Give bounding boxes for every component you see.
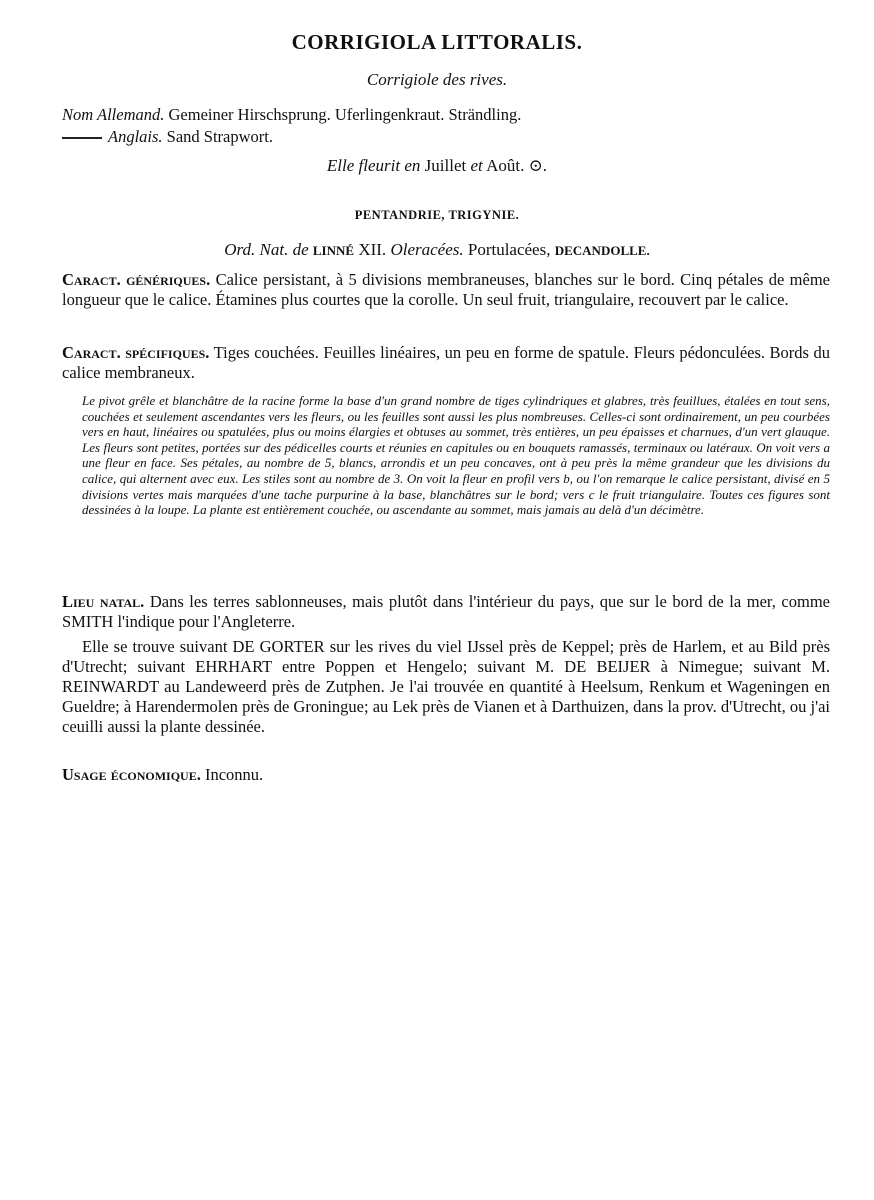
- generic-characters: [62, 270, 830, 310]
- ditto-dash: [62, 137, 102, 139]
- linnaean-class: PENTANDRIE, TRIGYNIE.: [354, 208, 520, 222]
- generic-characters-text: Calice persistant, à 5 divisions membraneuses, blanches sur le bord. Cinq pétales de même longueur que le calice. Étamines plus courtes que la corolle. Un seul fruit, triangulaire, recouvert par le calice.: [62, 270, 831, 309]
- flowering-month1: Juillet: [424, 156, 467, 175]
- ord-nat-family: Oleracées.: [390, 240, 464, 259]
- german-label: Nom Allemand.: [62, 105, 165, 124]
- german-names-line: [62, 104, 521, 126]
- ord-nat-prefix: Ord. Nat. de: [224, 240, 309, 259]
- annual-symbol: ⊙.: [528, 156, 548, 175]
- specific-characters-heading: Caract. spécifiques.: [62, 343, 210, 362]
- generic-characters-heading: Caract. génériques.: [62, 270, 211, 289]
- specific-characters: [62, 343, 830, 383]
- english-names: Sand Strapwort.: [166, 127, 273, 146]
- ord-nat-number: XII.: [358, 240, 387, 259]
- common-names: [62, 104, 521, 148]
- natural-order-line: [0, 240, 874, 260]
- german-names: Gemeiner Hirschsprung. Uferlingenkraut. Strändling.: [168, 105, 522, 124]
- linne-name: LINNÉ: [312, 243, 355, 258]
- page-title: CORRIGIOLA LITTORALIS.: [291, 30, 583, 54]
- flowering-conj: et: [470, 156, 483, 175]
- flowering-line: [0, 156, 874, 176]
- native-habitat: [62, 592, 830, 632]
- economic-usage: [62, 765, 830, 785]
- plant-description: Le pivot grêle et blanchâtre de la racine forme la base d'un grand nombre de tiges cylindriques et glabres, très feuillues, étalées en tout sens, couchées et seulement ascendantes vers les fleurs, ou les feuilles sont aussi les plus nombreuses. Celles-ci sont ordinairement, un peu courbées vers en haut, linéaires ou spatulées, plus ou moins élargies et obtuses au sommet, très entières, un peu épaisses et charnues, d'un vert glauque. Les fleurs sont petites, portées sur des pédicelles courts et réunies en capitules ou en bouquets ramassés, terminaux ou latéraux. On voit vers a une fleur en face. Ses pétales, au nombre de 5, blancs, arrondis et un peu concaves, ont à peu près la même grandeur que les divisions du calice, qui alternent avec eux. Les stiles sont au nombre de 3. On voit la fleur en profil vers b, ou l'on remarque le calice persistant, divisé en 5 divisions vertes mais marquées d'une tache purpurine à la base, blanchâtres sur le bord; vers c le fruit triangulaire. Toutes ces figures sont dessinées à la loupe. La plante est entièrement couchée, ou ascendante au sommet, mais jamais au delà d'un décimètre.: [82, 393, 830, 518]
- native-habitat-heading: Lieu natal.: [62, 592, 145, 611]
- economic-usage-text: Inconnu.: [204, 765, 264, 784]
- ord-nat-alt: Portulacées,: [467, 240, 551, 259]
- flowering-prefix: Elle fleurit en: [326, 156, 421, 175]
- native-habitat-text: Dans les terres sablonneuses, mais plutôt dans l'intérieur du pays, que sur le bord de la mer, comme SMITH l'indique pour l'Angleterre.: [62, 592, 830, 631]
- flowering-month2: Août.: [486, 156, 525, 175]
- english-names-line: [62, 126, 521, 148]
- specific-characters-text: Tiges couchées. Feuilles linéaires, un peu en forme de spatule. Fleurs pédonculées. Bords du calice membraneux.: [62, 343, 830, 382]
- economic-usage-heading: Usage économique.: [62, 765, 201, 784]
- localities-paragraph: Elle se trouve suivant DE GORTER sur les rives du viel IJssel près de Keppel; près de Harlem, et au Bild près d'Utrecht; suivant EHRHART entre Poppen et Hengelo; suivant M. DE BEIJER à Nimegue; suivant M. REINWARDT au Landeweerd près de Zutphen. Je l'ai trouvée en quantité à Heelsum, Renkum et Wageningen en Gueldre; à Harendermolen près de Groningue; au Lek près de Vianen et à Darthuizen, dans la prov. d'Utrecht, ou j'ai ceuilli aussi la plante dessinée.: [62, 637, 830, 736]
- french-name: Corrigiole des rives.: [366, 70, 508, 89]
- decandolle-name: DECANDOLLE.: [554, 243, 650, 258]
- english-label: Anglais.: [108, 127, 163, 146]
